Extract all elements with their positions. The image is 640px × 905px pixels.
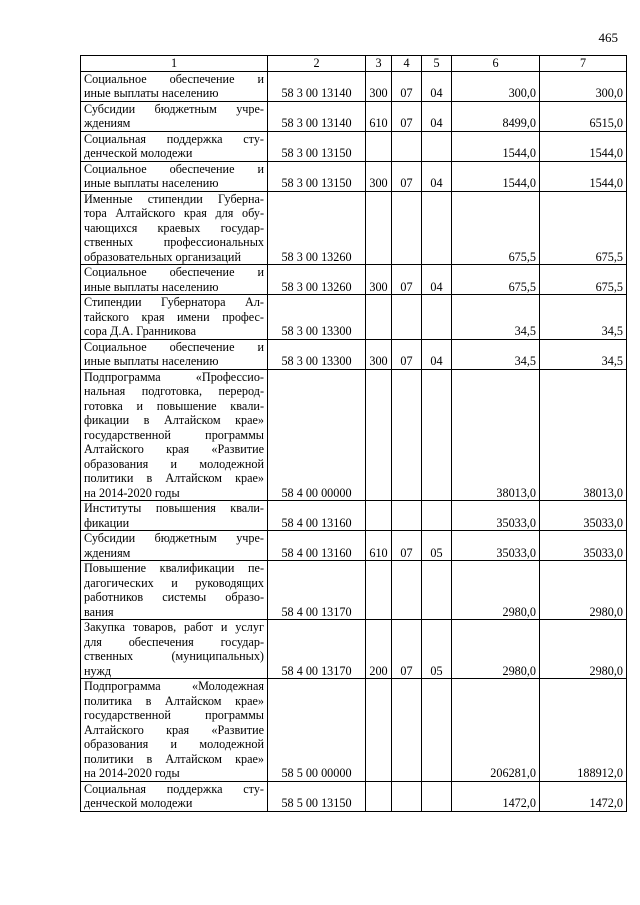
row-name xyxy=(81,295,268,340)
row-amount-col7: 6515,0 xyxy=(540,101,627,131)
row-expense-type xyxy=(366,295,392,340)
row-name-line: Алтайского края «Развитие xyxy=(84,442,264,456)
table-row xyxy=(81,161,627,191)
row-subsection: 04 xyxy=(422,161,452,191)
row-name-line: нужд xyxy=(84,663,112,678)
row-amount-col6: 2980,0 xyxy=(452,620,540,679)
row-expense-type: 300 xyxy=(366,265,392,295)
row-expense-type: 610 xyxy=(366,531,392,561)
row-amount-col7: 675,5 xyxy=(540,191,627,265)
table-row xyxy=(81,71,627,101)
table-row xyxy=(81,531,627,561)
row-name-line: фикации xyxy=(84,515,130,530)
row-name xyxy=(81,781,268,811)
row-code: 58 3 00 13150 xyxy=(268,131,366,161)
row-code: 58 3 00 13300 xyxy=(268,339,366,369)
row-name-line: для обеспечения государ- xyxy=(84,634,264,649)
row-subsection: 04 xyxy=(422,265,452,295)
row-name-line: на 2014-2020 годы xyxy=(84,485,180,500)
row-amount-col6: 34,5 xyxy=(452,339,540,369)
column-header: 5 xyxy=(422,56,452,72)
row-code: 58 5 00 13150 xyxy=(268,781,366,811)
row-name-line: Повышение квалификации пе- xyxy=(84,561,264,575)
row-name-line: государственной программы xyxy=(84,708,264,722)
row-name xyxy=(81,561,268,620)
row-code: 58 4 00 13170 xyxy=(268,620,366,679)
row-expense-type xyxy=(366,561,392,620)
row-amount-col6: 675,5 xyxy=(452,191,540,265)
row-subsection xyxy=(422,501,452,531)
row-name-line: образовательных организаций xyxy=(84,249,241,264)
row-amount-col7: 1472,0 xyxy=(540,781,627,811)
row-section xyxy=(392,501,422,531)
row-name-line: чающихся краевых государ- xyxy=(84,220,264,235)
row-section: 07 xyxy=(392,101,422,131)
row-amount-col7: 34,5 xyxy=(540,339,627,369)
table-header-row xyxy=(81,56,627,72)
row-expense-type: 300 xyxy=(366,161,392,191)
row-name-line: работников системы образо- xyxy=(84,590,264,604)
row-name xyxy=(81,501,268,531)
row-name-line: вания xyxy=(84,604,114,619)
row-subsection: 05 xyxy=(422,620,452,679)
row-name xyxy=(81,161,268,191)
row-code: 58 3 00 13140 xyxy=(268,71,366,101)
row-amount-col7: 1544,0 xyxy=(540,161,627,191)
table-row xyxy=(81,679,627,782)
column-header: 2 xyxy=(268,56,366,72)
row-name-line: образования и молодежной xyxy=(84,456,264,471)
row-amount-col7: 1544,0 xyxy=(540,131,627,161)
row-name-line: Институты повышения квали- xyxy=(84,501,264,515)
row-expense-type xyxy=(366,131,392,161)
row-expense-type: 300 xyxy=(366,71,392,101)
row-name-line: ственных (муниципальных) xyxy=(84,649,264,663)
row-name-line: готовка и повышение квали- xyxy=(84,398,264,413)
budget-table xyxy=(80,55,627,812)
row-section xyxy=(392,561,422,620)
row-amount-col7: 675,5 xyxy=(540,265,627,295)
row-section xyxy=(392,131,422,161)
row-section: 07 xyxy=(392,71,422,101)
row-name-line: Социальное обеспечение и xyxy=(84,161,264,176)
table-row xyxy=(81,781,627,811)
row-subsection: 05 xyxy=(422,531,452,561)
row-amount-col6: 38013,0 xyxy=(452,369,540,501)
row-name-line: тора Алтайского края для обу- xyxy=(84,206,264,220)
row-code: 58 5 00 00000 xyxy=(268,679,366,782)
row-code: 58 4 00 13170 xyxy=(268,561,366,620)
row-amount-col7: 35033,0 xyxy=(540,531,627,561)
table-row xyxy=(81,501,627,531)
row-code: 58 4 00 13160 xyxy=(268,531,366,561)
row-name-line: Стипендии Губернатора Ал- xyxy=(84,295,264,309)
row-section: 07 xyxy=(392,161,422,191)
row-name-line: иные выплаты населению xyxy=(84,354,219,368)
table-body xyxy=(81,71,627,811)
row-amount-col7: 34,5 xyxy=(540,295,627,340)
row-name-line: Социальная поддержка сту- xyxy=(84,781,264,796)
row-amount-col6: 206281,0 xyxy=(452,679,540,782)
row-name-line: Подпрограмма «Профессио- xyxy=(84,369,264,384)
row-name-line: тайского края имени профес- xyxy=(84,309,264,324)
row-amount-col6: 1472,0 xyxy=(452,781,540,811)
row-name-line: денческой молодежи xyxy=(84,146,193,160)
row-expense-type: 200 xyxy=(366,620,392,679)
row-amount-col7: 300,0 xyxy=(540,71,627,101)
row-name-line: на 2014-2020 годы xyxy=(84,766,180,780)
row-name-line: Социальная поддержка сту- xyxy=(84,131,264,146)
row-name-line: Субсидии бюджетным учре- xyxy=(84,531,264,545)
row-code: 58 4 00 13160 xyxy=(268,501,366,531)
row-subsection: 04 xyxy=(422,101,452,131)
row-name-line: Подпрограмма «Молодежная xyxy=(84,679,264,693)
row-amount-col6: 35033,0 xyxy=(452,531,540,561)
row-name-line: Социальное обеспечение и xyxy=(84,71,264,86)
row-expense-type: 610 xyxy=(366,101,392,131)
row-subsection xyxy=(422,781,452,811)
row-expense-type: 300 xyxy=(366,339,392,369)
row-name-line: Именные стипендии Губерна- xyxy=(84,191,264,206)
row-section xyxy=(392,781,422,811)
row-section xyxy=(392,191,422,265)
row-expense-type xyxy=(366,191,392,265)
row-amount-col6: 34,5 xyxy=(452,295,540,340)
row-name-line: политика в Алтайском крае» xyxy=(84,693,264,708)
row-name-line: образования и молодежной xyxy=(84,737,264,751)
row-subsection xyxy=(422,369,452,501)
column-header: 3 xyxy=(366,56,392,72)
table-row xyxy=(81,101,627,131)
row-expense-type xyxy=(366,679,392,782)
row-name-line: иные выплаты населению xyxy=(84,279,219,294)
row-amount-col6: 1544,0 xyxy=(452,131,540,161)
row-name-line: нальная подготовка, переpод- xyxy=(84,384,264,398)
row-section xyxy=(392,679,422,782)
table-row xyxy=(81,265,627,295)
row-name xyxy=(81,620,268,679)
row-name xyxy=(81,71,268,101)
row-amount-col6: 300,0 xyxy=(452,71,540,101)
row-expense-type xyxy=(366,781,392,811)
row-code: 58 3 00 13260 xyxy=(268,265,366,295)
row-amount-col6: 2980,0 xyxy=(452,561,540,620)
row-name-line: Субсидии бюджетным учре- xyxy=(84,101,264,116)
row-name xyxy=(81,131,268,161)
row-name-line: дагогических и руководящих xyxy=(84,575,264,590)
row-name-line: ждениям xyxy=(84,545,131,560)
row-amount-col7: 35033,0 xyxy=(540,501,627,531)
table-row xyxy=(81,339,627,369)
row-amount-col6: 8499,0 xyxy=(452,101,540,131)
column-header: 1 xyxy=(81,56,268,72)
row-subsection xyxy=(422,679,452,782)
column-header: 7 xyxy=(540,56,627,72)
row-name-line: Закупка товаров, работ и услуг xyxy=(84,620,264,634)
row-name xyxy=(81,339,268,369)
row-subsection xyxy=(422,131,452,161)
table-row xyxy=(81,295,627,340)
row-name-line: ственных профессиональных xyxy=(84,235,264,249)
row-amount-col7: 2980,0 xyxy=(540,561,627,620)
row-name-line: государственной программы xyxy=(84,427,264,442)
row-subsection xyxy=(422,295,452,340)
row-name xyxy=(81,369,268,501)
row-name xyxy=(81,531,268,561)
row-section xyxy=(392,295,422,340)
row-name xyxy=(81,679,268,782)
row-code: 58 3 00 13300 xyxy=(268,295,366,340)
row-name-line: фикации в Алтайском крае» xyxy=(84,413,264,427)
row-amount-col7: 188912,0 xyxy=(540,679,627,782)
row-code: 58 3 00 13140 xyxy=(268,101,366,131)
row-name-line: Социальное обеспечение и xyxy=(84,339,264,354)
row-name-line: иные выплаты населению xyxy=(84,86,219,100)
column-header: 4 xyxy=(392,56,422,72)
page-number: 465 xyxy=(598,30,618,45)
row-amount-col6: 35033,0 xyxy=(452,501,540,531)
row-section: 07 xyxy=(392,620,422,679)
row-code: 58 3 00 13260 xyxy=(268,191,366,265)
row-amount-col6: 1544,0 xyxy=(452,161,540,191)
row-name-line: ждениям xyxy=(84,116,131,130)
row-name-line: политики в Алтайском крае» xyxy=(84,751,264,766)
row-subsection: 04 xyxy=(422,71,452,101)
row-name xyxy=(81,191,268,265)
row-name-line: иные выплаты населению xyxy=(84,176,219,190)
row-name-line: Социальное обеспечение и xyxy=(84,265,264,279)
row-expense-type xyxy=(366,501,392,531)
row-subsection: 04 xyxy=(422,339,452,369)
table-row xyxy=(81,620,627,679)
row-subsection xyxy=(422,191,452,265)
row-amount-col7: 38013,0 xyxy=(540,369,627,501)
row-name-line: политики в Алтайском крае» xyxy=(84,471,264,485)
row-name xyxy=(81,265,268,295)
row-code: 58 4 00 00000 xyxy=(268,369,366,501)
row-name xyxy=(81,101,268,131)
column-header: 6 xyxy=(452,56,540,72)
row-name-line: сора Д.А. Гранникова xyxy=(84,324,197,338)
row-amount-col7: 2980,0 xyxy=(540,620,627,679)
row-section: 07 xyxy=(392,265,422,295)
row-name-line: Алтайского края «Развитие xyxy=(84,722,264,737)
row-subsection xyxy=(422,561,452,620)
row-name-line: денческой молодежи xyxy=(84,796,193,810)
row-amount-col6: 675,5 xyxy=(452,265,540,295)
table-row xyxy=(81,369,627,501)
row-section xyxy=(392,369,422,501)
row-expense-type xyxy=(366,369,392,501)
row-section: 07 xyxy=(392,531,422,561)
row-code: 58 3 00 13150 xyxy=(268,161,366,191)
row-section: 07 xyxy=(392,339,422,369)
table-row xyxy=(81,561,627,620)
table-row xyxy=(81,131,627,161)
table-row xyxy=(81,191,627,265)
